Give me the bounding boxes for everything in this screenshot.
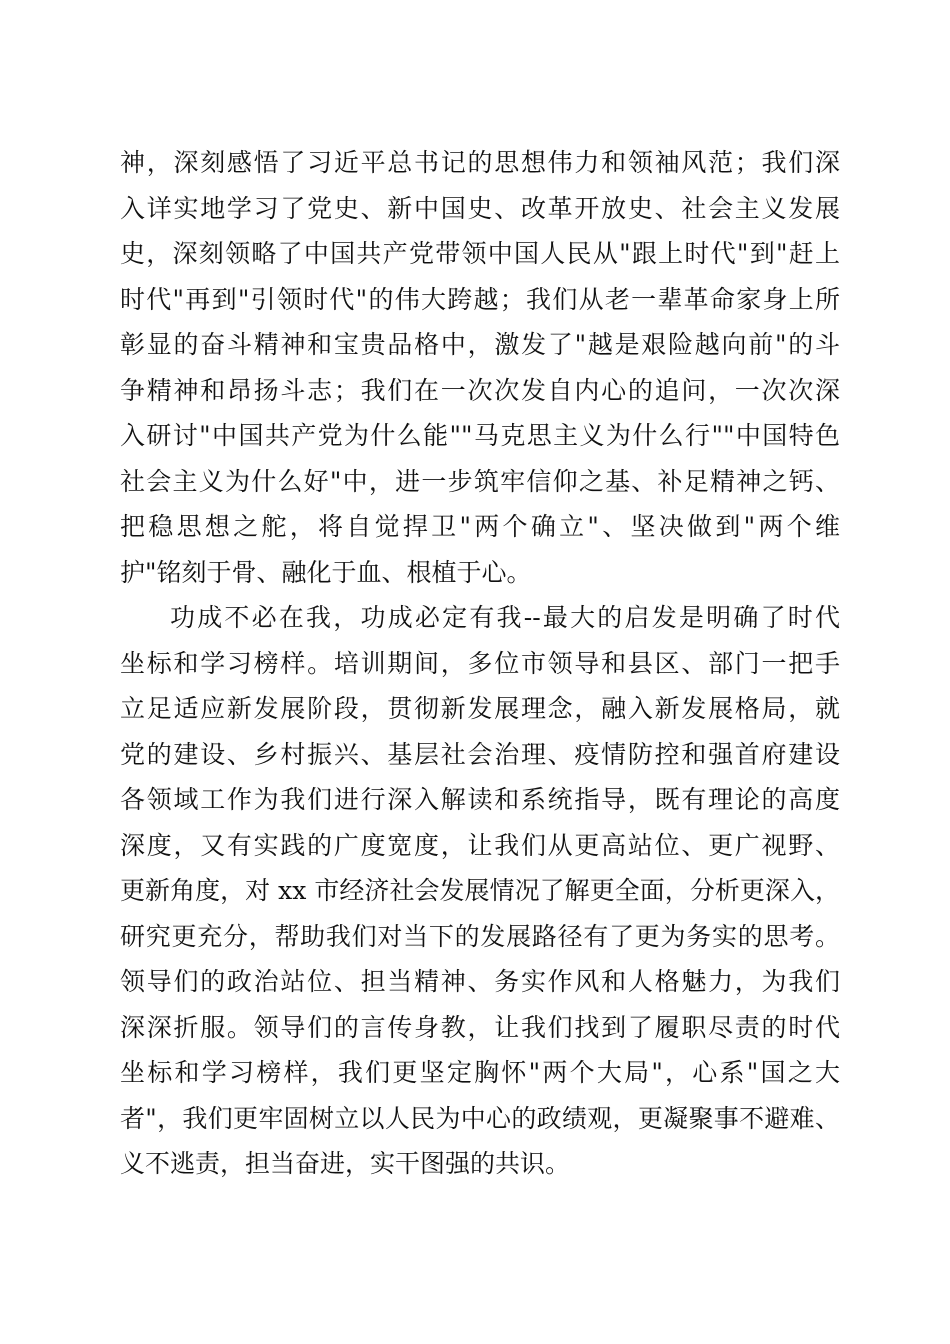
paragraph-2 (120, 595, 840, 1187)
paragraph-line: 党的建设、乡村振兴、基层社会治理、疫情防控和强首府建设 (120, 739, 840, 769)
paragraph-line: 入详实地学习了党史、新中国史、改革开放史、社会主义发展 (120, 193, 840, 223)
paragraph-line: 深深折服。领导们的言传身教，让我们找到了履职尽责的时代 (120, 1012, 840, 1042)
paragraph-line: 争精神和昂扬斗志；我们在一次次发自内心的追问，一次次深 (120, 375, 840, 405)
paragraph-line: 时代"再到"引领时代"的伟大跨越；我们从老一辈革命家身上所 (120, 284, 840, 314)
paragraph-line: 领导们的政治站位、担当精神、务实作风和人格魅力，为我们 (120, 967, 840, 996)
paragraph-line: 把稳思想之舵，将自觉捍卫"两个确立"、坚决做到"两个维 (120, 512, 840, 541)
paragraph-line: 入研讨"中国共产党为什么能""马克思主义为什么行""中国特色 (120, 421, 840, 450)
paragraph-line: 者"，我们更牢固树立以人民为中心的政绩观，更凝聚事不避难、 (120, 1103, 840, 1133)
paragraph-line: 功成不必在我，功成必定有我--最大的启发是明确了时代 (170, 603, 840, 632)
paragraph-line: 深度，又有实践的广度宽度，让我们从更高站位、更广视野、 (120, 830, 840, 860)
paragraph-line: 各领域工作为我们进行深入解读和系统指导，既有理论的高度 (120, 785, 840, 814)
paragraph-line: 神，深刻感悟了习近平总书记的思想伟力和领袖风范；我们深 (120, 148, 840, 177)
paragraph-line: 护"铭刻于骨、融化于血、根植于心。 (120, 557, 532, 587)
paragraph-line: 坐标和学习榜样。培训期间，多位市领导和县区、部门一把手 (120, 648, 840, 678)
paragraph-line: 义不逃责，担当奋进，实干图强的共识。 (120, 1149, 571, 1178)
paragraph-line: 研究更充分，帮助我们对当下的发展路径有了更为务实的思考。 (120, 921, 840, 951)
paragraph-line: 史，深刻领略了中国共产党带领中国人民从"跟上时代"到"赶上 (120, 239, 840, 268)
paragraph-line: 彰显的奋斗精神和宝贵品格中，激发了"越是艰险越向前"的斗 (120, 330, 840, 359)
paragraph-line: 立足适应新发展阶段，贯彻新发展理念，融入新发展格局，就 (120, 694, 840, 723)
paragraph-line: 社会主义为什么好"中，进一步筑牢信仰之基、补足精神之钙、 (120, 466, 840, 496)
paragraph-1 (120, 140, 840, 595)
paragraph-line: 更新角度，对 xx 市经济社会发展情况了解更全面，分析更深入， (120, 876, 840, 905)
document-body (120, 140, 840, 1187)
paragraph-line: 坐标和学习榜样，我们更坚定胸怀"两个大局"，心系"国之大 (120, 1058, 840, 1087)
